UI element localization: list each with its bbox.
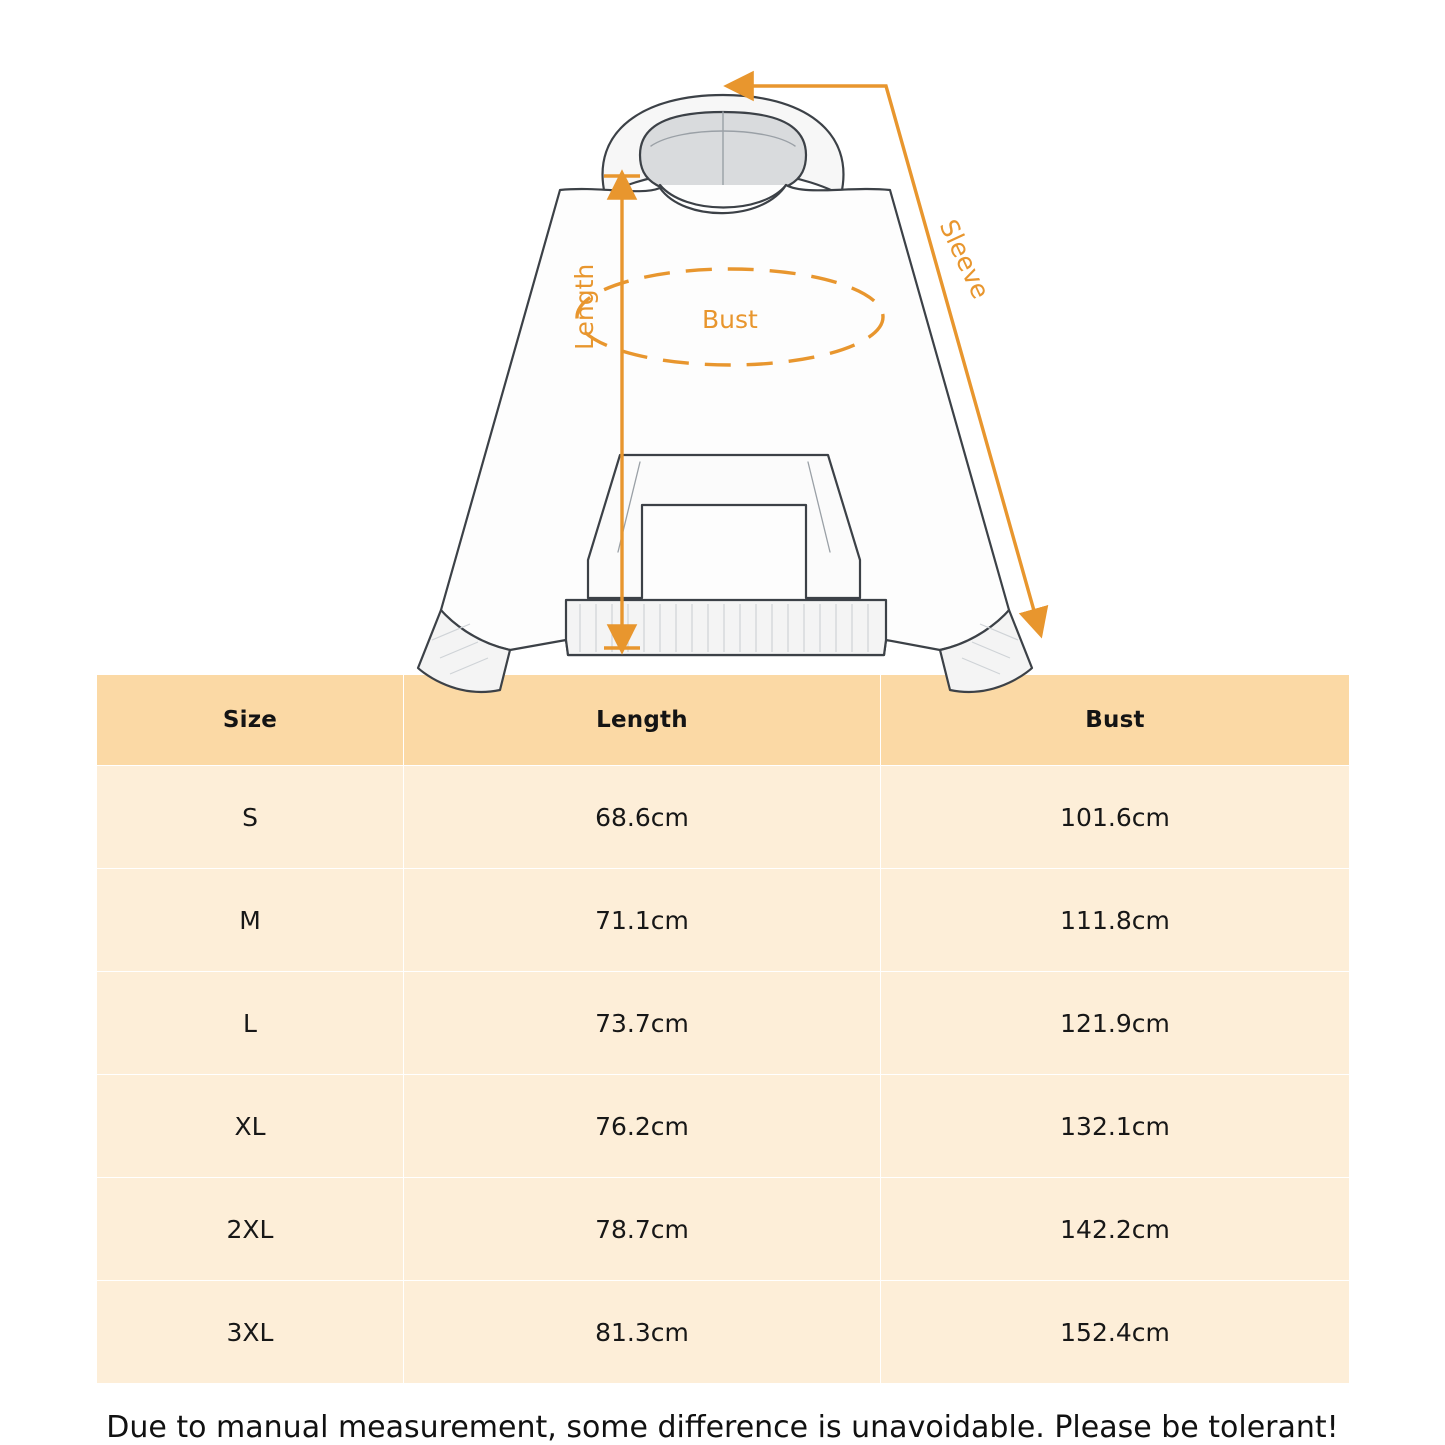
cell-length: 73.7cm xyxy=(404,972,881,1075)
cell-length: 76.2cm xyxy=(404,1075,881,1178)
table-row xyxy=(97,972,1350,1075)
cell-length: 78.7cm xyxy=(404,1178,881,1281)
sleeve-label: Sleeve xyxy=(933,215,996,304)
cell-bust: 121.9cm xyxy=(881,972,1350,1075)
size-table xyxy=(96,674,1350,1384)
size-table-container xyxy=(0,674,1445,1384)
cell-size: M xyxy=(97,869,404,972)
cell-size: L xyxy=(97,972,404,1075)
table-row xyxy=(97,1281,1350,1384)
cell-size: S xyxy=(97,766,404,869)
cell-size: XL xyxy=(97,1075,404,1178)
cell-length: 71.1cm xyxy=(404,869,881,972)
hoodie-illustration xyxy=(0,0,1445,710)
cell-bust: 132.1cm xyxy=(881,1075,1350,1178)
garment-diagram xyxy=(0,0,1445,674)
cell-bust: 152.4cm xyxy=(881,1281,1350,1384)
table-row xyxy=(97,869,1350,972)
column-header-bust: Bust xyxy=(881,675,1350,766)
cell-length: 81.3cm xyxy=(404,1281,881,1384)
cell-bust: 101.6cm xyxy=(881,766,1350,869)
cell-size: 2XL xyxy=(97,1178,404,1281)
column-header-size: Size xyxy=(97,675,404,766)
bust-label: Bust xyxy=(702,305,758,334)
cell-bust: 142.2cm xyxy=(881,1178,1350,1281)
table-row xyxy=(97,1075,1350,1178)
cell-bust: 111.8cm xyxy=(881,869,1350,972)
table-row xyxy=(97,766,1350,869)
column-header-length: Length xyxy=(404,675,881,766)
length-label: Length xyxy=(570,263,599,350)
measurement-disclaimer: Due to manual measurement, some difference is unavoidable. Please be tolerant! xyxy=(106,1410,1339,1445)
table-row xyxy=(97,1178,1350,1281)
cell-size: 3XL xyxy=(97,1281,404,1384)
cell-length: 68.6cm xyxy=(404,766,881,869)
